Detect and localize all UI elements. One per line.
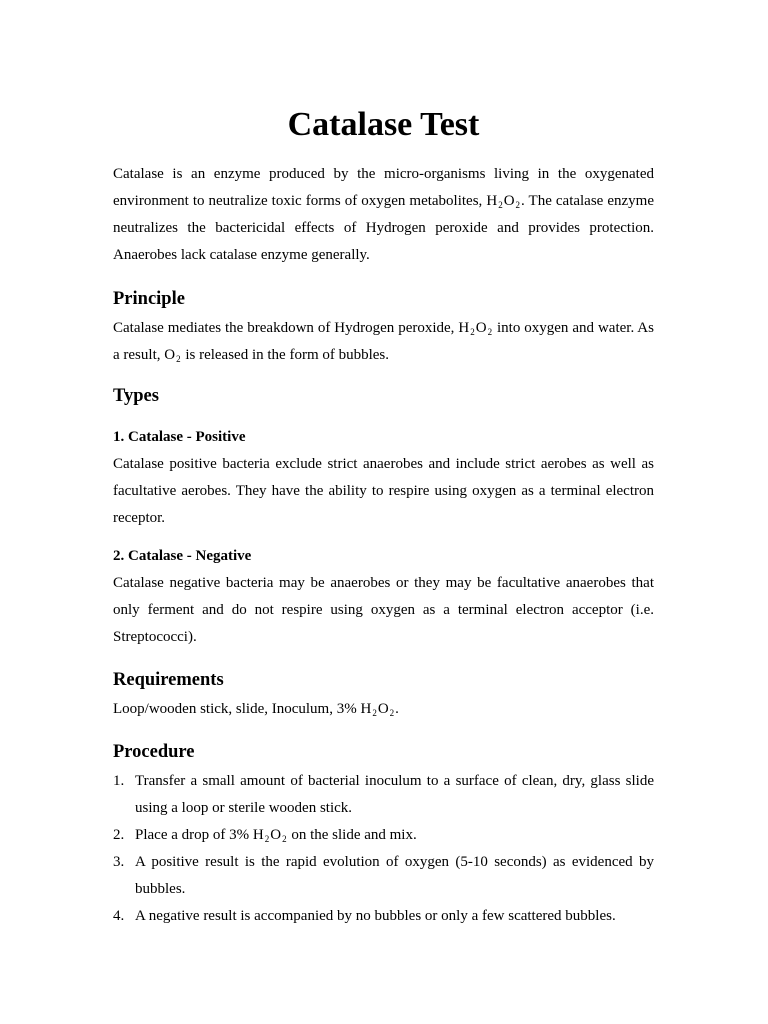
formula-h: H (458, 320, 470, 336)
step-number: 4. (113, 908, 125, 924)
step-text: Place a drop of 3% (135, 827, 253, 843)
formula-o: O (503, 193, 515, 209)
catalase-negative-paragraph: Catalase negative bacteria may be anaerobes or they may be facultative anaerobes that only ferment and do not respire using oxygen as a terminal electron acceptor (i.e. Streptococci). (113, 575, 654, 645)
list-item (113, 849, 654, 903)
step-text: A positive result is the rapid evolution of oxygen (5-10 seconds) as evidenced by bubbles. (135, 854, 654, 897)
list-item (113, 903, 654, 930)
formula-subscript: 2 (372, 708, 377, 718)
formula-subscript: 2 (282, 834, 287, 844)
formula-o: O (475, 320, 487, 336)
principle-text-3: is released in the form of bubbles. (181, 347, 390, 363)
principle-paragraph (113, 315, 654, 369)
step-number: 2. (113, 827, 125, 843)
formula-o: O (270, 827, 282, 843)
procedure-list (113, 768, 654, 930)
step-text: A negative result is accompanied by no bubbles or only a few scattered bubbles. (135, 908, 616, 924)
catalase-negative-heading: 2. Catalase - Negative (113, 548, 252, 564)
step-text: Transfer a small amount of bacterial inoculum to a surface of clean, dry, glass slide using a loop or sterile wooden stick. (135, 773, 654, 816)
requirements-heading: Requirements (113, 670, 224, 690)
formula-h: H (252, 827, 264, 843)
formula-subscript: 2 (470, 327, 475, 337)
list-item (113, 822, 654, 849)
formula-subscript: 2 (498, 200, 503, 210)
step-number: 3. (113, 854, 125, 870)
list-item (113, 768, 654, 822)
formula-o: O (164, 347, 176, 363)
intro-text-2: . The catalase enzyme neutralizes the bactericidal effects of Hydrogen peroxide and provides protection. Anaerobes lack catalase enzyme generally. (113, 193, 655, 263)
formula-subscript: 2 (176, 354, 181, 364)
formula-subscript: 2 (515, 200, 521, 210)
formula-subscript: 2 (487, 327, 493, 337)
formula-subscript: 2 (389, 708, 395, 718)
requirements-text-1: Loop/wooden stick, slide, Inoculum, 3% (113, 701, 361, 717)
requirements-text-2: . (395, 701, 399, 717)
principle-heading: Principle (113, 289, 185, 309)
formula-h: H (360, 701, 372, 717)
formula-h: H (486, 193, 498, 209)
types-heading: Types (113, 386, 159, 406)
intro-paragraph (113, 161, 654, 269)
principle-text-2: into oxygen and water. As a result, (113, 320, 654, 363)
catalase-positive-heading: 1. Catalase - Positive (113, 429, 246, 445)
step-text: on the slide and mix. (287, 827, 417, 843)
requirements-paragraph (113, 696, 654, 723)
formula-o: O (377, 701, 389, 717)
catalase-positive-paragraph: Catalase positive bacteria exclude strict anaerobes and include strict aerobes as well as facultative aerobes. They have the ability to respire using oxygen as a terminal electron receptor. (113, 456, 654, 526)
page-title: Catalase Test (287, 106, 480, 143)
step-number: 1. (113, 773, 125, 789)
procedure-heading: Procedure (113, 742, 195, 762)
principle-text-1: Catalase mediates the breakdown of Hydrogen peroxide, (113, 320, 459, 336)
intro-text-1: Catalase is an enzyme produced by the micro-organisms living in the oxygenated environment to neutralize toxic forms of oxygen metabolites, (113, 166, 654, 209)
document-content (113, 103, 654, 930)
formula-subscript: 2 (264, 834, 270, 844)
